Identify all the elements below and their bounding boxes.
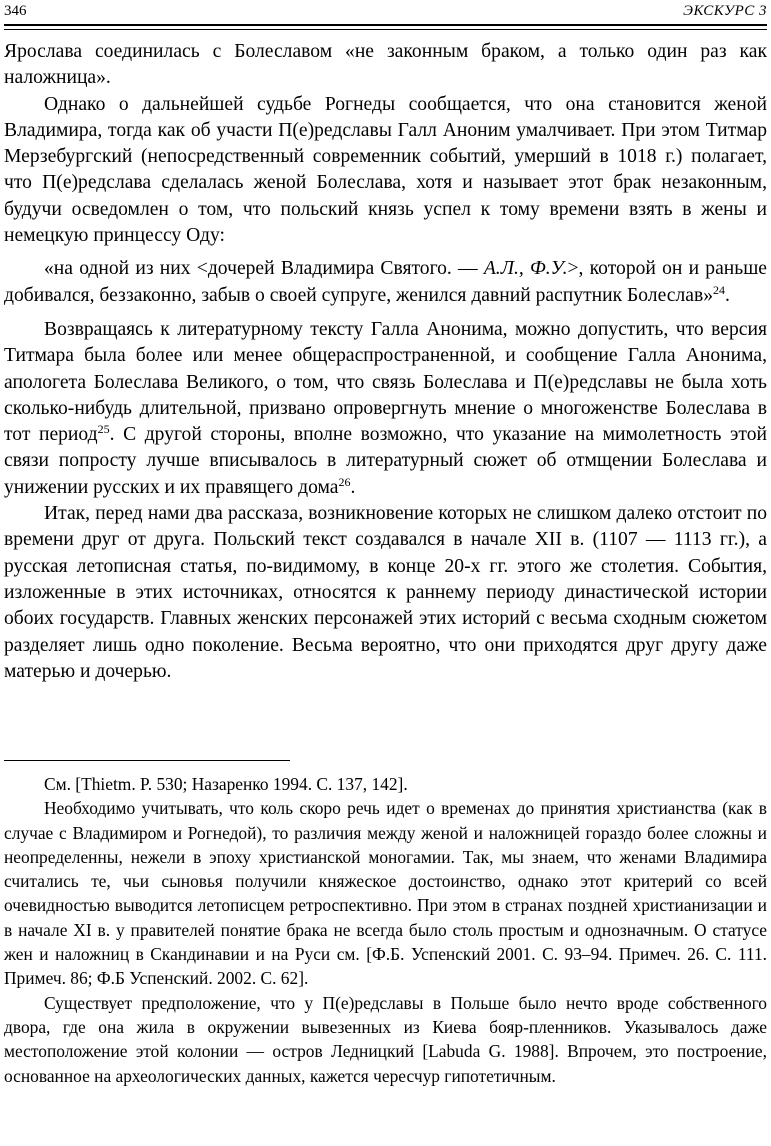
paragraph: Однако о дальнейшей судьбе Рогнеды сообщается, что она становится женой Владимира, тогда как об участи П(е)редславы Галл Аноним умалчивает. При этом Титмар Мерзебургский (непосредственный современник событий, умерший в 1018 г.) полагает, что П(е)редслава сделалась женой Болеслава, хотя и называет этот брак незаконным, будучи осведомлен о том, что польский князь успел к тому времени взять в жены и немецкую принцессу Оду:	[4, 93, 767, 247]
paragraph	[4, 317, 767, 501]
paragraph-text: .	[350, 476, 356, 498]
quote-end: .	[725, 284, 730, 306]
footnote	[4, 796, 767, 990]
paragraph-text: . С другой стороны, вполне возможно, что указание на мимолетность этой связи попросту лучше вписывалось в литературный сюжет об отмщении Болеслава и унижении русских и их правящего дома	[4, 424, 767, 498]
footnote-ref[interactable]: 24	[713, 282, 725, 297]
quote-text: «на одной из них <дочерей Владимира Святого. —	[44, 258, 484, 280]
footnote-text: Необходимо учитывать, что коль скоро речь идет о временах до принятия христианства (как в случае с Владимиром и Рогнедой), то различия между женой и наложницей гораздо более сложны и неопределенны, нежели в эпоху христианской моногамии. Так, мы знаем, что женами Владимира считались те, чьи сыновья получили княжеское достоинство, однако этот критерий со всей очевидностью выводится летописцем ретроспективно. При этом в странах поздней христианизации и в начале XI в. у правителей понятие брака не всегда было столь простым и однозначным. О статусе жен и наложниц в Скандинавии и на Руси см. [Ф.Б. Успенский 2001. С. 93–94. Примеч. 26. С. 111. Примеч. 86; Ф.Б Успенский. 2002. С. 62].	[4, 798, 767, 989]
paragraph: Итак, перед нами два рассказа, возникновение которых не слишком далеко отстоит по времени друг от друга. Польский текст создавался в начале XII в. (1107 — 1113 гг.), а русская летописная статья, по-видимому, в конце 20-х гг. этого же столетия. События, изложенные в этих источниках, относятся к раннему периоду династической истории обоих государств. Главных женских персонажей этих историй с весьма сходным сюжетом разделяет лишь одно поколение. Весьма вероятно, что они приходятся друг другу даже матерью и дочерью.	[4, 503, 767, 682]
footnote-separator	[4, 760, 290, 761]
header-rule-thick	[4, 24, 767, 26]
footnotes	[4, 772, 767, 1088]
paragraph-text: Возвращаясь к литературному тексту Галла Анонима, можно допустить, что версия Титмара была более или менее общераспространенной, и сообщение Галла Анонима, апологета Болеслава Великого, о том, что связь Болеслава и П(е)редславы не была хоть сколько-нибудь длительной, призвано опровергнуть мнение о многоженстве Болеслава в тот период	[4, 318, 767, 446]
block-quote	[4, 256, 767, 309]
quote-text: >, которой он и раньше добивался, беззаконно, забыв о своей супруге, женился давний распутник Болеслав»	[4, 258, 767, 306]
footnote-ref[interactable]: 25	[97, 422, 110, 437]
footnote	[4, 991, 767, 1088]
header-rule-thin	[4, 29, 767, 30]
footnote-text: Существует предположение, что у П(е)редславы в Польше было нечто вроде собственного двора, где она жила в окружении вывезенных из Киева бояр-пленников. Указывалось даже местоположение этой колонии — остров Ледницкий [Labuda G. 1988]. Впрочем, это построение, основанное на археологических данных, кажется чересчур гипотетичным.	[4, 992, 767, 1086]
footnote	[4, 772, 767, 796]
footnote-ref[interactable]: 26	[338, 474, 351, 489]
section-title: ЭКСКУРС 3	[683, 3, 767, 19]
paragraph-continuation: Ярослава соединилась с Болеславом «не законным браком, а только один раз как наложница».	[4, 41, 767, 89]
footnote-text: См. [Thietm. P. 530; Назаренко 1994. С. 137, 142].	[44, 774, 408, 794]
running-head	[4, 0, 767, 22]
main-text	[4, 39, 767, 685]
quote-authors: А.Л., Ф.У.	[483, 258, 568, 280]
page-number: 346	[4, 3, 27, 19]
